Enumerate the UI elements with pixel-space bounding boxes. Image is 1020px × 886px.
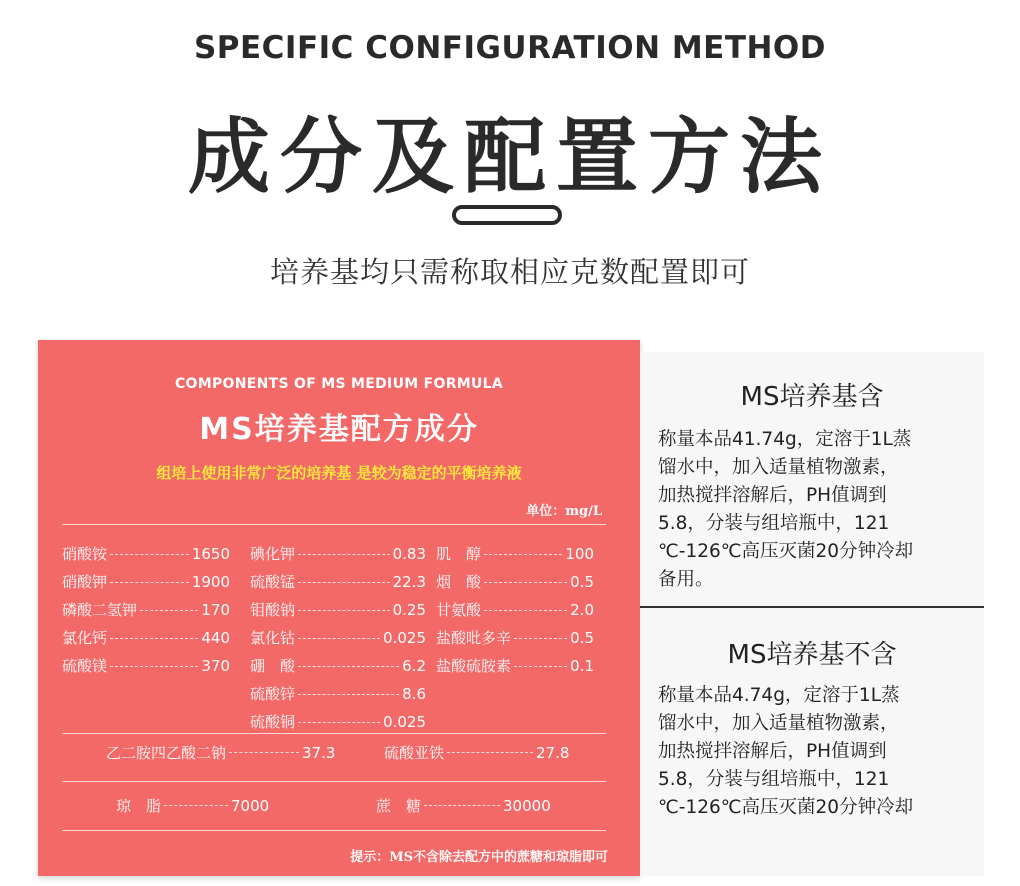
- list-item: 硫酸锌 8.6: [250, 685, 426, 703]
- list-item: 硫酸镁 370: [62, 657, 230, 675]
- list-item: 硼 酸 6.2: [250, 657, 426, 675]
- divider: [62, 781, 606, 782]
- ingredient-column-3: [436, 540, 594, 680]
- card-note: 组培上使用非常广泛的培养基 是较为稳定的平衡培养液: [156, 464, 522, 482]
- list-item: 氯化钙 440: [62, 629, 230, 647]
- card-title-english: COMPONENTS OF MS MEDIUM FORMULA: [174, 376, 504, 392]
- list-item: 乙二胺四乙酸二钠 37.3: [106, 743, 336, 762]
- card-title-chinese: MS培养基配方成分: [199, 412, 479, 447]
- list-item: 烟 酸 0.5: [436, 573, 594, 591]
- title-chinese: 成分及配置方法: [187, 110, 832, 205]
- list-item: 硫酸亚铁 27.8: [384, 743, 570, 762]
- ingredient-column-2: [250, 540, 426, 736]
- list-item: 肌 醇 100: [436, 545, 594, 563]
- list-item: 钼酸钠 0.25: [250, 601, 426, 619]
- list-item: 碘化钾 0.83: [250, 545, 426, 563]
- divider: [62, 830, 606, 831]
- tip-text: 提示：MS不含除去配方中的蔗糖和琼脂即可: [350, 850, 608, 865]
- decorative-pill-icon: [452, 205, 562, 225]
- list-item: 琼 脂 7000: [116, 796, 270, 815]
- list-item: 氯化钴 0.025: [250, 629, 426, 647]
- divider: [640, 606, 984, 608]
- list-item: 硫酸锰 22.3: [250, 573, 426, 591]
- list-item: 硫酸铜 0.025: [250, 713, 426, 731]
- formula-card: [38, 340, 640, 876]
- list-item: 硝酸钾 1900: [62, 573, 230, 591]
- subtitle: 培养基均只需称取相应克数配置即可: [269, 255, 750, 289]
- without-instructions: 称量本品4.74g，定溶于1L蒸 馏水中，加入适量植物激素， 加热搅拌溶解后，PH值调到 5.8，分装与组培瓶中，121 ℃-126℃高压灭菌20分钟冷却: [658, 685, 914, 818]
- divider: [62, 524, 606, 525]
- list-item: 甘氨酸 2.0: [436, 601, 594, 619]
- title-english: SPECIFIC CONFIGURATION METHOD: [193, 30, 827, 66]
- divider: [62, 733, 606, 734]
- list-item: 盐酸吡多辛 0.5: [436, 629, 594, 647]
- ingredient-column-1: [62, 540, 230, 680]
- with-title: MS培养基含: [740, 382, 884, 412]
- unit-label: 单位：mg/L: [526, 504, 602, 519]
- list-item: 磷酸二氢钾 170: [62, 601, 230, 619]
- with-instructions: 称量本品41.74g，定溶于1L蒸 馏水中，加入适量植物激素， 加热搅拌溶解后，PH值调到 5.8，分装与组培瓶中，121 ℃-126℃高压灭菌20分钟冷却 备用。: [658, 429, 914, 590]
- list-item: 蔗 糖 30000: [376, 796, 551, 815]
- without-title: MS培养基不含: [727, 640, 897, 670]
- list-item: 盐酸硫胺素 0.1: [436, 657, 594, 675]
- list-item: 硝酸铵 1650: [62, 545, 230, 563]
- instructions-panel: [640, 352, 984, 876]
